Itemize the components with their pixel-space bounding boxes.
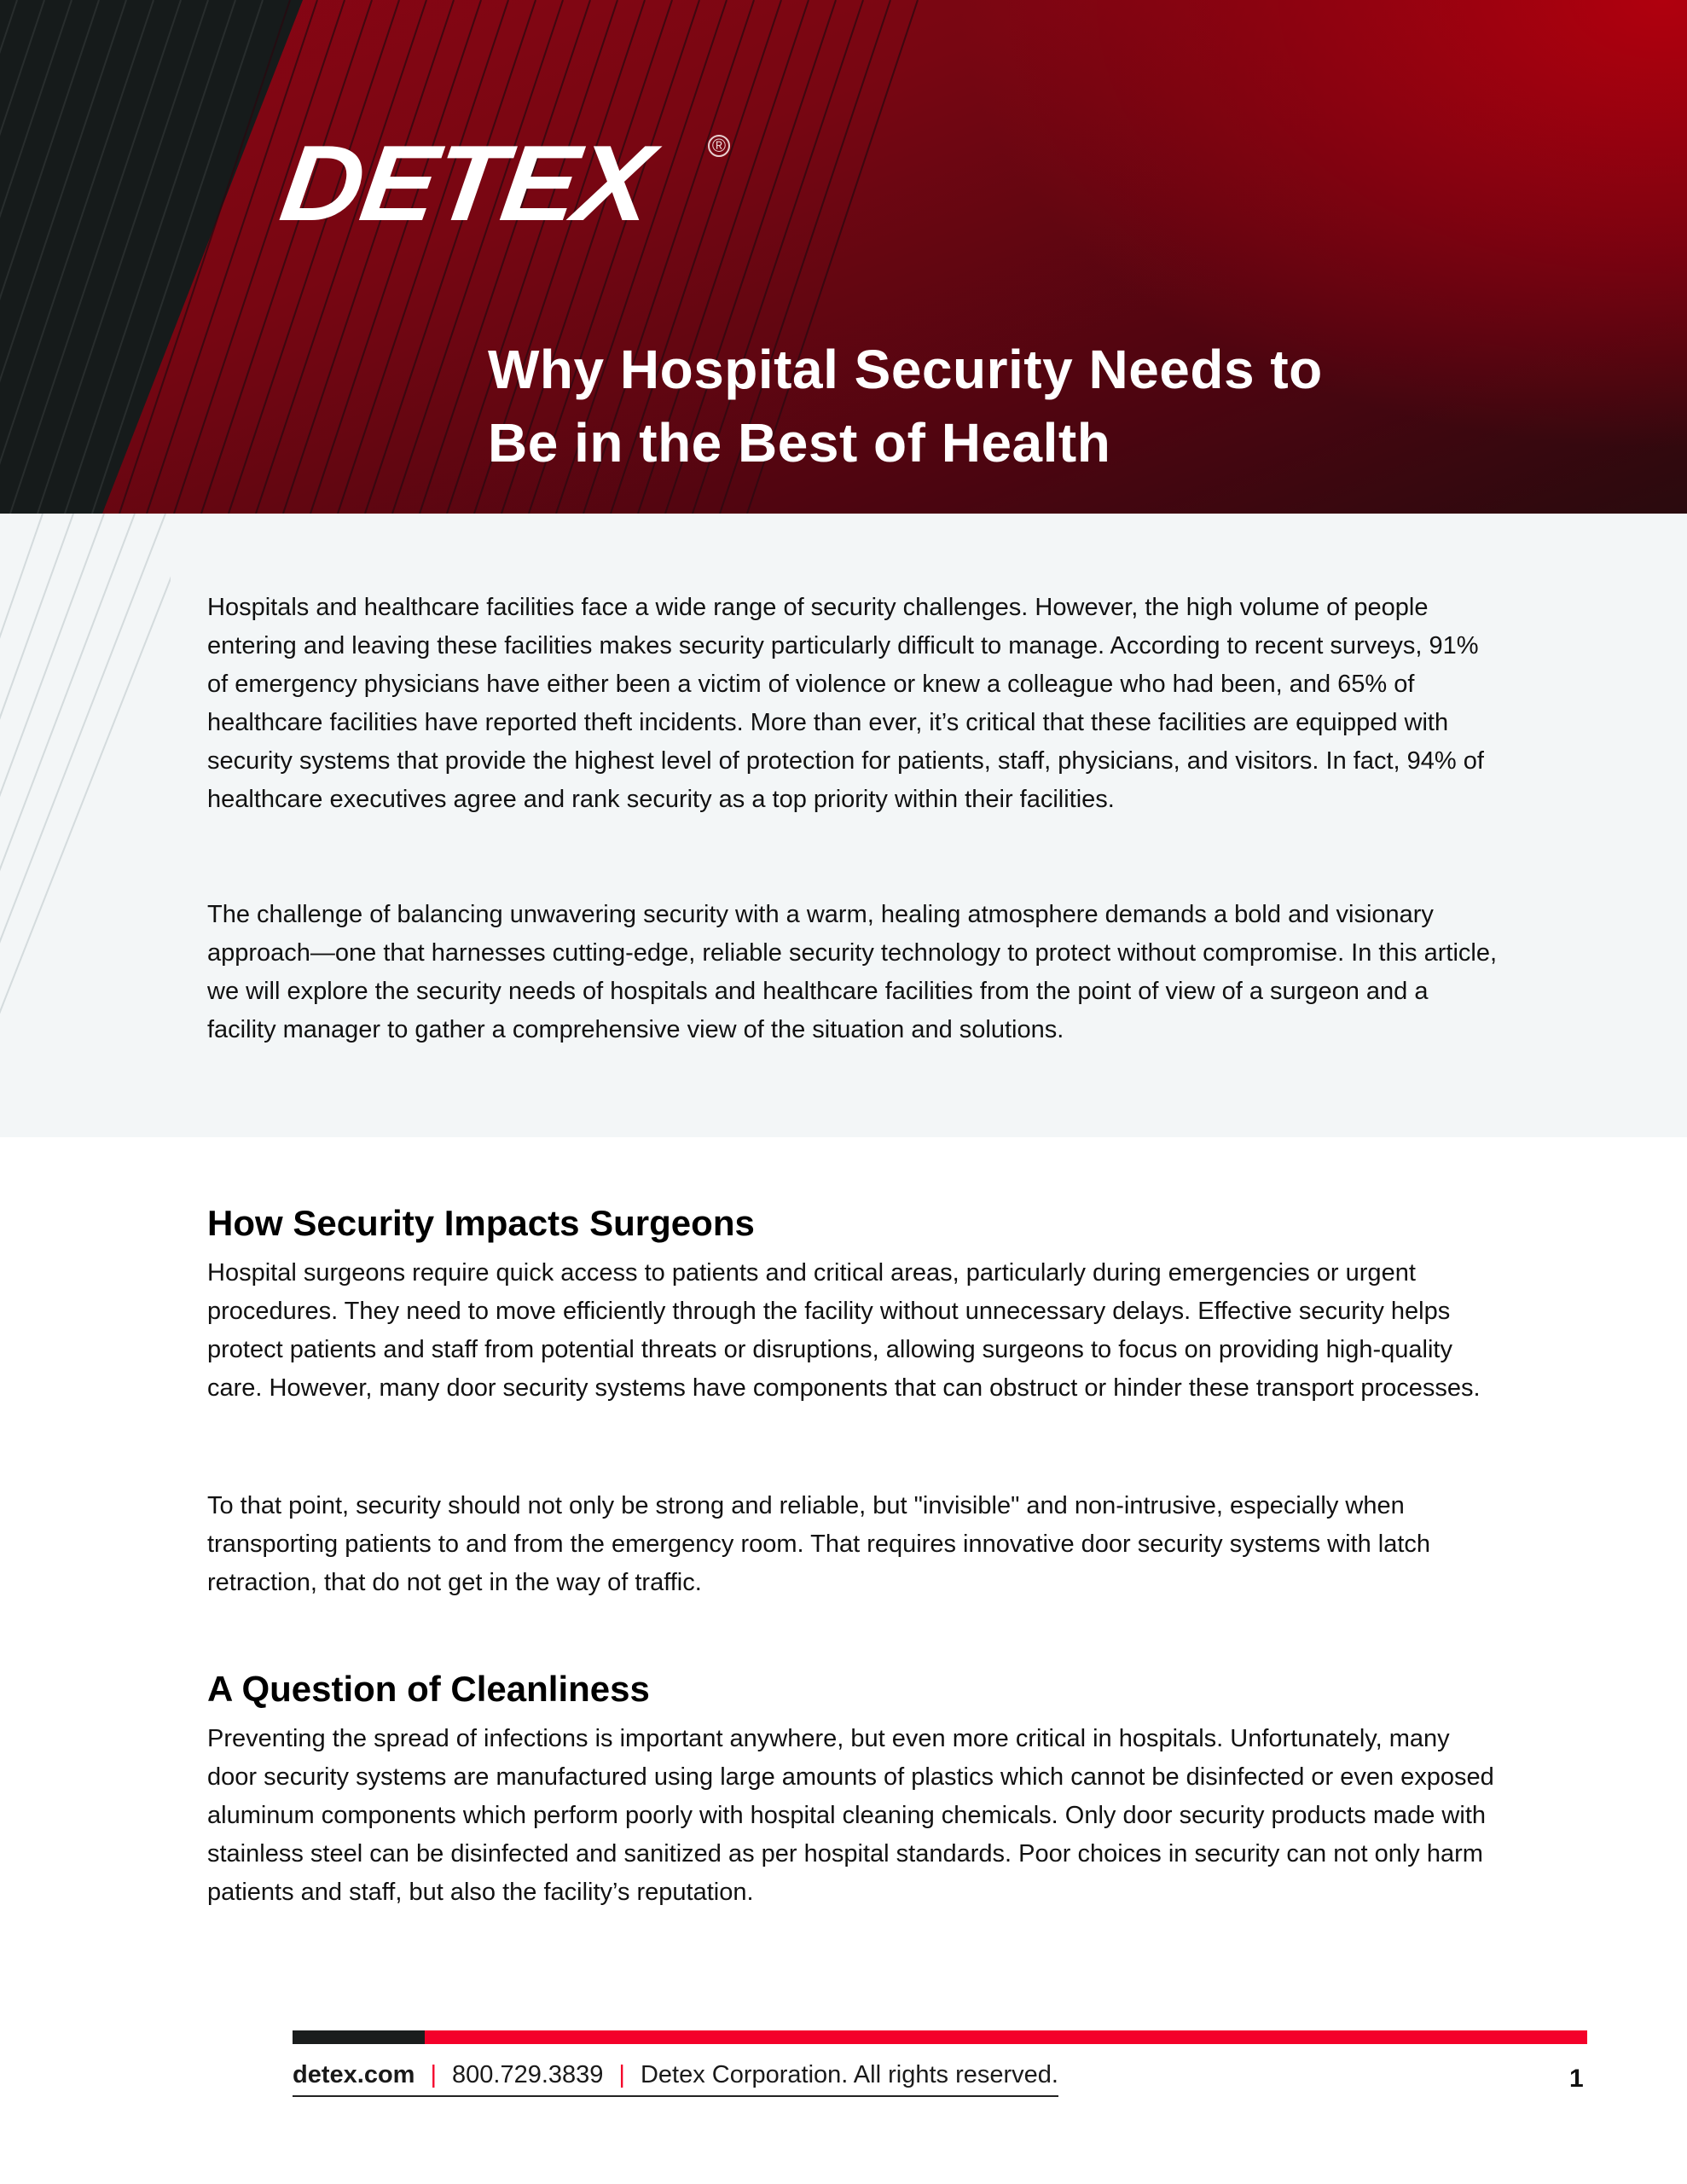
registered-mark-icon: ® [708,135,730,157]
footer-separator: | [618,2061,625,2088]
stripe-line [147,0,317,514]
stripe-line [256,0,426,514]
stripe-line [0,514,165,1043]
section-heading-surgeons: How Security Impacts Surgeons [207,1203,755,1243]
footer-separator: | [430,2061,437,2088]
stripe-line [0,0,99,514]
stripe-line [201,0,372,514]
stripe-line [0,514,73,940]
stripe-line [283,0,454,514]
stripe-line [0,0,154,514]
detex-logo [274,123,733,243]
stripe-line [229,0,399,514]
footer-bar-dark-segment [293,2030,425,2044]
hero-banner [0,0,1687,514]
stripe-line [0,514,104,974]
stripe-line [92,0,263,514]
stripe-line [0,0,44,514]
footer-bar-red-segment [425,2030,1587,2044]
page-number: 1 [1569,2065,1584,2093]
section-paragraph: Preventing the spread of infections is important anywhere, but even more critical in hospitals. Unfortunately, many door security systems are manufactured using large amounts of plastics which cannot be disinfected or even exposed aluminum components which perform poorly with hospital cleaning chemicals. Only door security products made with stainless steel can be disinfected and sanitized as per hospital standards. Poor choices in security can not only harm patients and staff, but also the facility’s reputation. [207,1725,1494,1906]
footer-accent-bar [293,2030,1587,2044]
logo-wordmark: DETEX [274,123,658,243]
stripe-line [119,0,290,514]
stripe-line [310,0,481,514]
stripe-line [10,0,181,514]
footer-website-link[interactable]: detex.com [293,2061,415,2088]
section-paragraph: To that point, security should not only be strong and reliable, but "invisible" and non-intrusive, especially when transporting patients to and from the emergency room. That requires innovative door security systems with latch retraction, that do not get in the way of traffic. [207,1492,1431,1596]
stripe-line [174,0,345,514]
footer-phone[interactable]: 800.729.3839 [452,2061,604,2088]
intro-paragraph: Hospitals and healthcare facilities face a wide range of security challenges. However, the high volume of people entering and leaving these facilities makes security particularly difficult to manage. According to recent surveys, 91% of emergency physicians have either been a victim of violence or knew a colleague who had been, and 65% of healthcare facilities have reported theft incidents. More than ever, it’s critical that these facilities are equipped with security systems that provide the highest level of protection for patients, staff, physicians, and visitors. In fact, 94% of healthcare executives agree and rank security as a top priority within their facilities. [207,594,1484,813]
stripe-line [65,0,235,514]
page-title-line-2: Be in the Best of Health [488,412,1111,473]
stripe-line [38,0,208,514]
stripe-line [0,514,135,1008]
stripe-line [338,0,508,514]
footer-copyright: Detex Corporation. All rights reserved. [640,2061,1058,2088]
section-heading-cleanliness: A Question of Cleanliness [207,1669,650,1709]
page-title-line-1: Why Hospital Security Needs to [488,339,1323,400]
stripe-line [0,514,171,1077]
intro-paragraph: The challenge of balancing unwavering security with a warm, healing atmosphere demands a bold and visionary approach—one that harnesses cutting-edge, reliable security technology to protect without compromise. In this article, we will explore the security needs of hospitals and healthcare facilities from the point of view of a surgeon and a facility manager to gather a comprehensive view of the situation and solutions. [207,901,1498,1043]
footer-contact-line [293,2061,1058,2097]
intro-stripe-pattern [0,514,171,1137]
intro-panel [0,514,1687,1137]
section-paragraph: Hospital surgeons require quick access to patients and critical areas, particularly during emergencies or urgent procedures. They need to move efficiently through the facility without unnecessary delays. Effective security helps protect patients and staff from potential threats or disruptions, allowing surgeons to focus on providing high-quality care. However, many door security systems have components that can obstruct or hinder these transport processes. [207,1259,1481,1402]
page-title [488,333,1323,479]
